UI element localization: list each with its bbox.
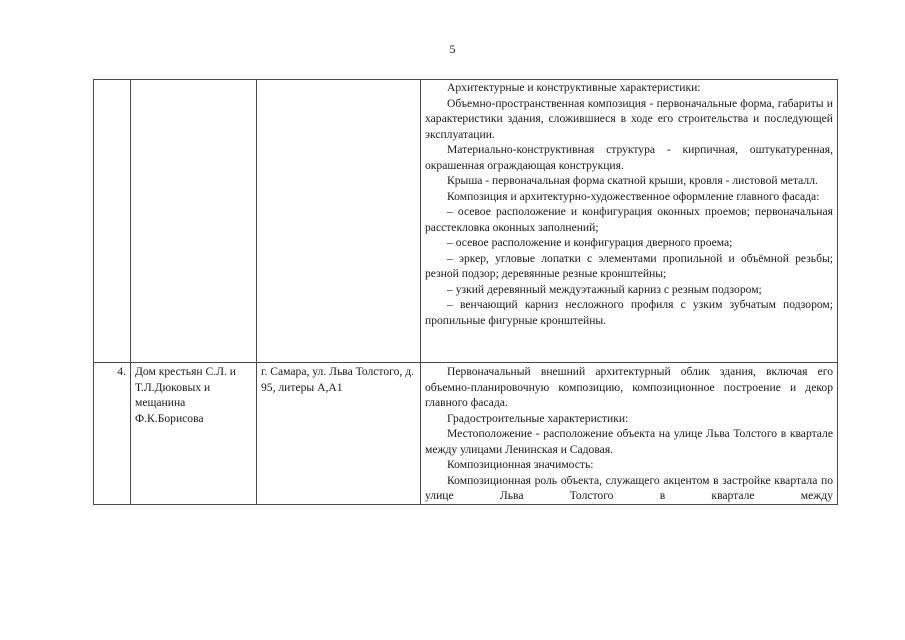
paragraph: Первоначальный внешний архитектурный облик здания, включая его объемно-планировочную композицию, композиционное построение и декор главного фасада. bbox=[425, 365, 833, 409]
paragraph: Композиционная роль объекта, служащего акцентом в застройке квартала по улице Льва Толстого в квартале между bbox=[425, 473, 833, 502]
list-item: – венчающий карниз несложного профиля с узким зубчатым подзором; пропильные фигурные кронштейны. bbox=[425, 298, 833, 327]
page-number: 5 bbox=[449, 42, 456, 56]
section-heading: Градостроительные характеристики: bbox=[447, 411, 629, 425]
address-cell: г. Самара, ул. Льва Толстого, д. 95, литеры А,А1 bbox=[257, 363, 421, 505]
heritage-table bbox=[93, 79, 838, 505]
list-item: – осевое расположение и конфигурация дверного проема; bbox=[447, 236, 733, 249]
paragraph: Местоположение - расположение объекта на улице Льва Толстого в квартале между улицами Ленинская и Садовая. bbox=[425, 427, 833, 456]
characteristics-cell bbox=[421, 80, 838, 363]
object-name-cell: Дом крестьян С.Л. и Т.Л.Дюковых и мещанина Ф.К.Борисова bbox=[131, 363, 257, 505]
paragraph: Материально-конструктивная структура - кирпичная, оштукатуренная, окрашенная ограждающая конструкция. bbox=[425, 143, 833, 172]
paragraph: Композиция и архитектурно-художественное оформление главного фасада: bbox=[447, 189, 820, 203]
row-number-cell bbox=[94, 80, 131, 363]
table-row bbox=[94, 363, 838, 505]
section-heading: Архитектурные и конструктивные характеристики: bbox=[447, 81, 701, 94]
table-row bbox=[94, 80, 838, 363]
list-item: – эркер, угловые лопатки с элементами пропильной и объёмной резьбы; резной подзор; деревянные резные кронштейны; bbox=[425, 251, 833, 280]
paragraph: Крыша - первоначальная форма скатной крыши, кровля - листовой металл. bbox=[447, 174, 818, 187]
paragraph: Объемно-пространственная композиция - первоначальные форма, габариты и характеристики здания, сложившиеся в ходе его строительства и последующей эксплуатации. bbox=[425, 96, 833, 141]
list-item: – осевое расположение и конфигурация оконных проемов; первоначальная расстекловка оконных заполнений; bbox=[425, 205, 833, 234]
row-number-cell: 4. bbox=[94, 363, 131, 505]
list-item: – узкий деревянный междуэтажный карниз с резным подзором; bbox=[447, 282, 762, 296]
characteristics-cell bbox=[421, 363, 838, 505]
object-name-cell bbox=[131, 80, 257, 363]
section-heading: Композиционная значимость: bbox=[447, 458, 594, 471]
address-cell bbox=[257, 80, 421, 363]
